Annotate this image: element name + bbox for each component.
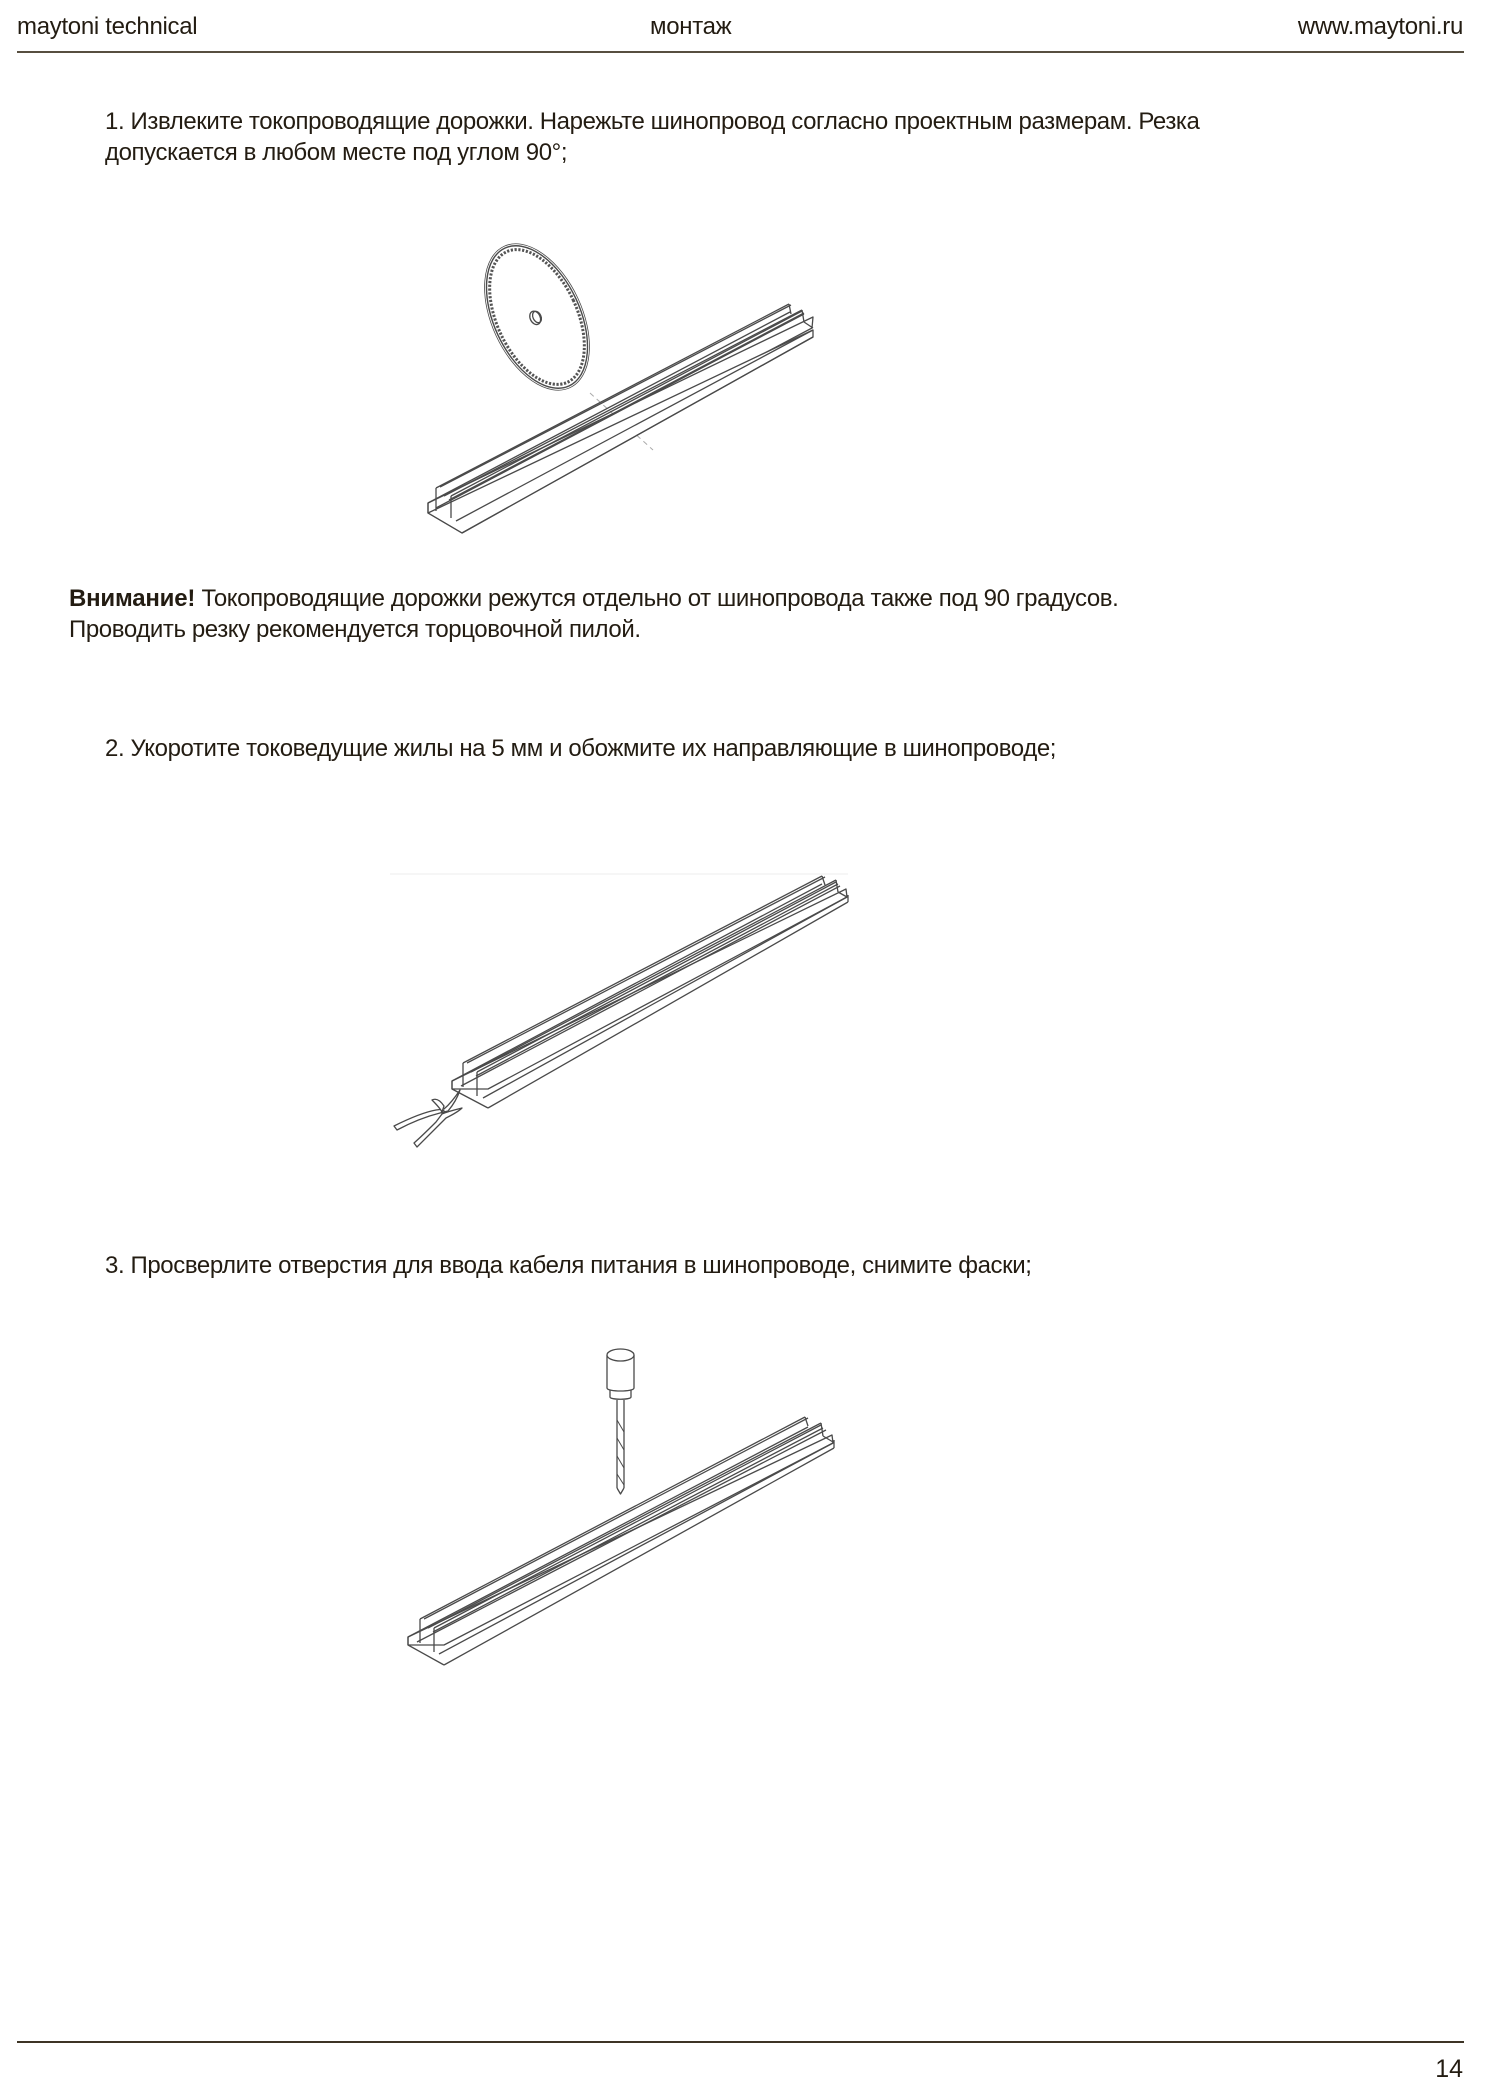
warning-note <box>69 583 1209 645</box>
drill-bit-icon <box>390 1320 860 1680</box>
step-1-text: 1. Извлеките токопроводящие дорожки. Нарежьте шинопровод согласно проектным размерам. Резка допускается в любом месте под углом 90°; <box>105 108 1200 166</box>
website-link[interactable]: www.maytoni.ru <box>1297 13 1463 40</box>
header-divider <box>17 51 1464 53</box>
pliers-rail-illustration <box>370 860 860 1160</box>
section-title: монтаж <box>650 13 732 40</box>
footer-divider <box>17 2041 1464 2043</box>
step-3-text: 3. Просверлите отверстия для ввода кабеля питания в шинопроводе, снимите фаски; <box>105 1252 1032 1279</box>
brand-label: maytoni technical <box>17 13 198 40</box>
step-2-text: 2. Укоротите токоведущие жилы на 5 мм и обожмите их направляющие в шинопроводе; <box>105 735 1057 762</box>
pliers-icon <box>370 860 860 1160</box>
circular-saw-icon <box>400 220 850 540</box>
drill-rail-illustration <box>390 1320 860 1680</box>
circular-saw-rail-illustration <box>400 220 850 540</box>
warning-label: Внимание! <box>69 585 196 612</box>
page-number: 14 <box>1435 2055 1463 2083</box>
warning-text: Токопроводящие дорожки режутся отдельно от шинопровода также под 90 градусов. Проводить резку рекомендуется торцовочной пилой. <box>69 585 1119 643</box>
